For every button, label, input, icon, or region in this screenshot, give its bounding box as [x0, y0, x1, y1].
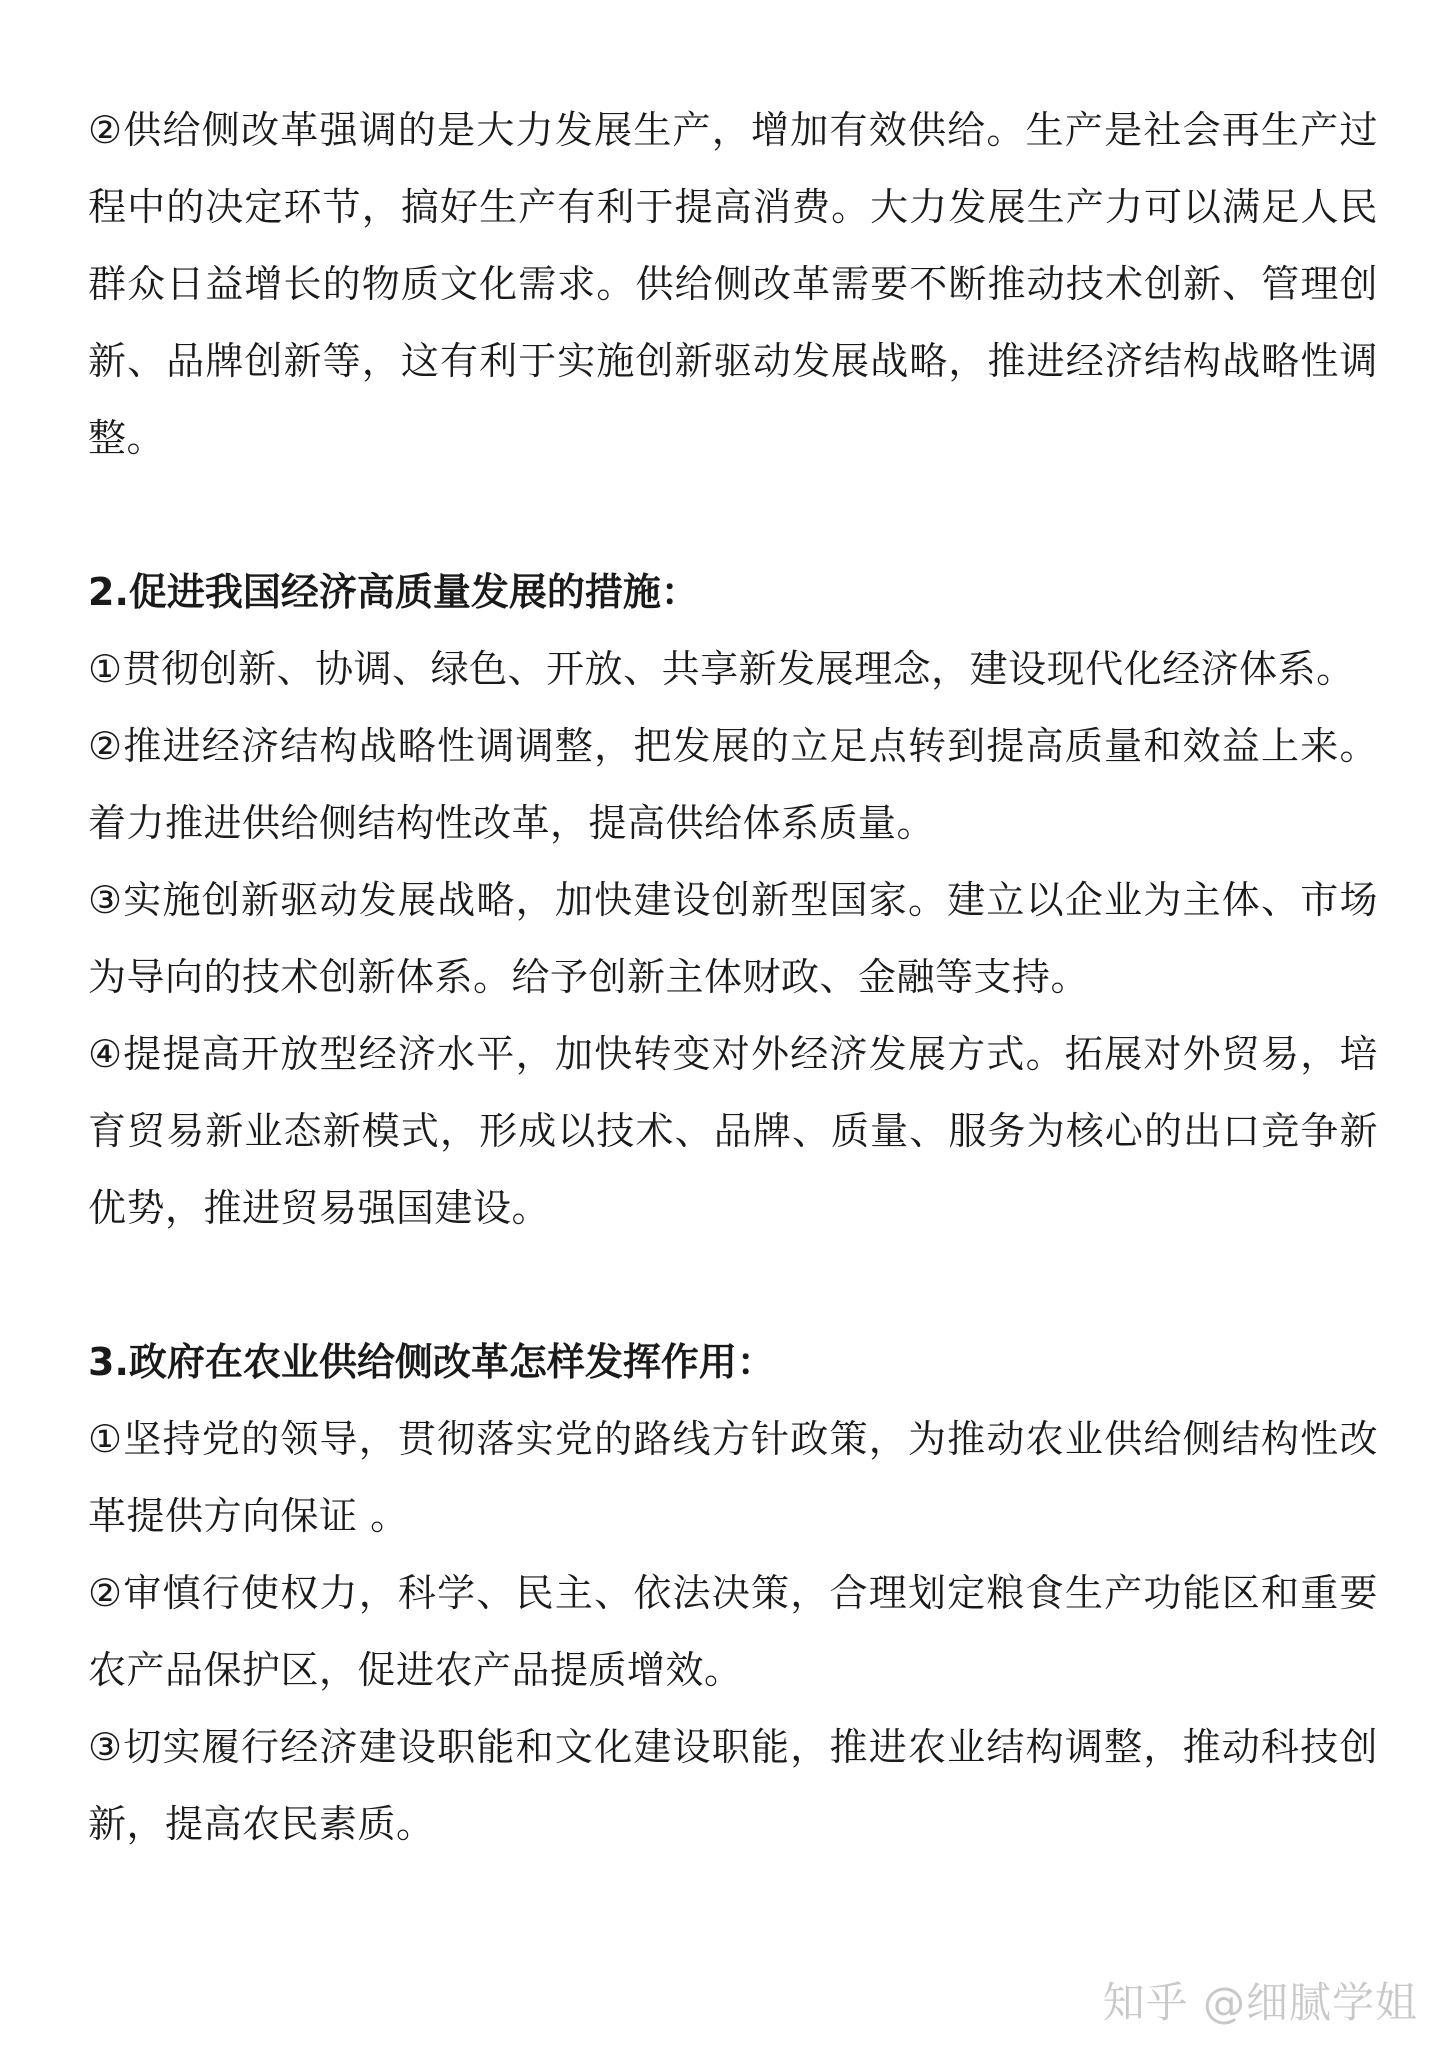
section-measures: [88, 554, 1378, 1247]
list-item: ②推进经济结构战略性调调整，把发展的立足点转到提高质量和效益上来。着力推进供给侧结构性改革，提高供给体系质量。: [88, 724, 1378, 845]
list-item: ①坚持党的领导，贯彻落实党的路线方针政策，为推动农业供给侧结构性改革提供方向保证 。: [88, 1417, 1378, 1538]
list-item: ④提提高开放型经济水平，加快转变对外经济发展方式。拓展对外贸易，培育贸易新业态新模式，形成以技术、品牌、质量、服务为核心的出口竞争新优势，推进贸易强国建设。: [88, 1032, 1378, 1230]
section-heading: 3.政府在农业供给侧改革怎样发挥作用：: [88, 1340, 775, 1384]
list-item: ③切实履行经济建设职能和文化建设职能，推进农业结构调整，推动科技创新，提高农民素质。: [88, 1725, 1378, 1846]
intro-paragraph: ②供给侧改革强调的是大力发展生产，增加有效供给。生产是社会再生产过程中的决定环节，搞好生产有利于提高消费。大力发展生产力可以满足人民群众日益增长的物质文化需求。供给侧改革需要不断推动技术创新、管理创新、品牌创新等，这有利于实施创新驱动发展战略，推进经济结构战略性调整。: [88, 108, 1378, 460]
document-body: [88, 92, 1378, 1863]
section-heading: 2.促进我国经济高质量发展的措施：: [88, 570, 699, 614]
list-item: ③实施创新驱动发展战略，加快建设创新型国家。建立以企业为主体、市场为导向的技术创新体系。给予创新主体财政、金融等支持。: [88, 878, 1378, 999]
section-government-role: [88, 1324, 1378, 1863]
list-item: ②审慎行使权力，科学、民主、依法决策，合理划定粮食生产功能区和重要农产品保护区，促进农产品提质增效。: [88, 1571, 1378, 1692]
list-item: ①贯彻创新、协调、绿色、开放、共享新发展理念，建设现代化经济体系。: [88, 647, 1355, 691]
watermark: 知乎 @细腻学姐: [1102, 1978, 1418, 2027]
